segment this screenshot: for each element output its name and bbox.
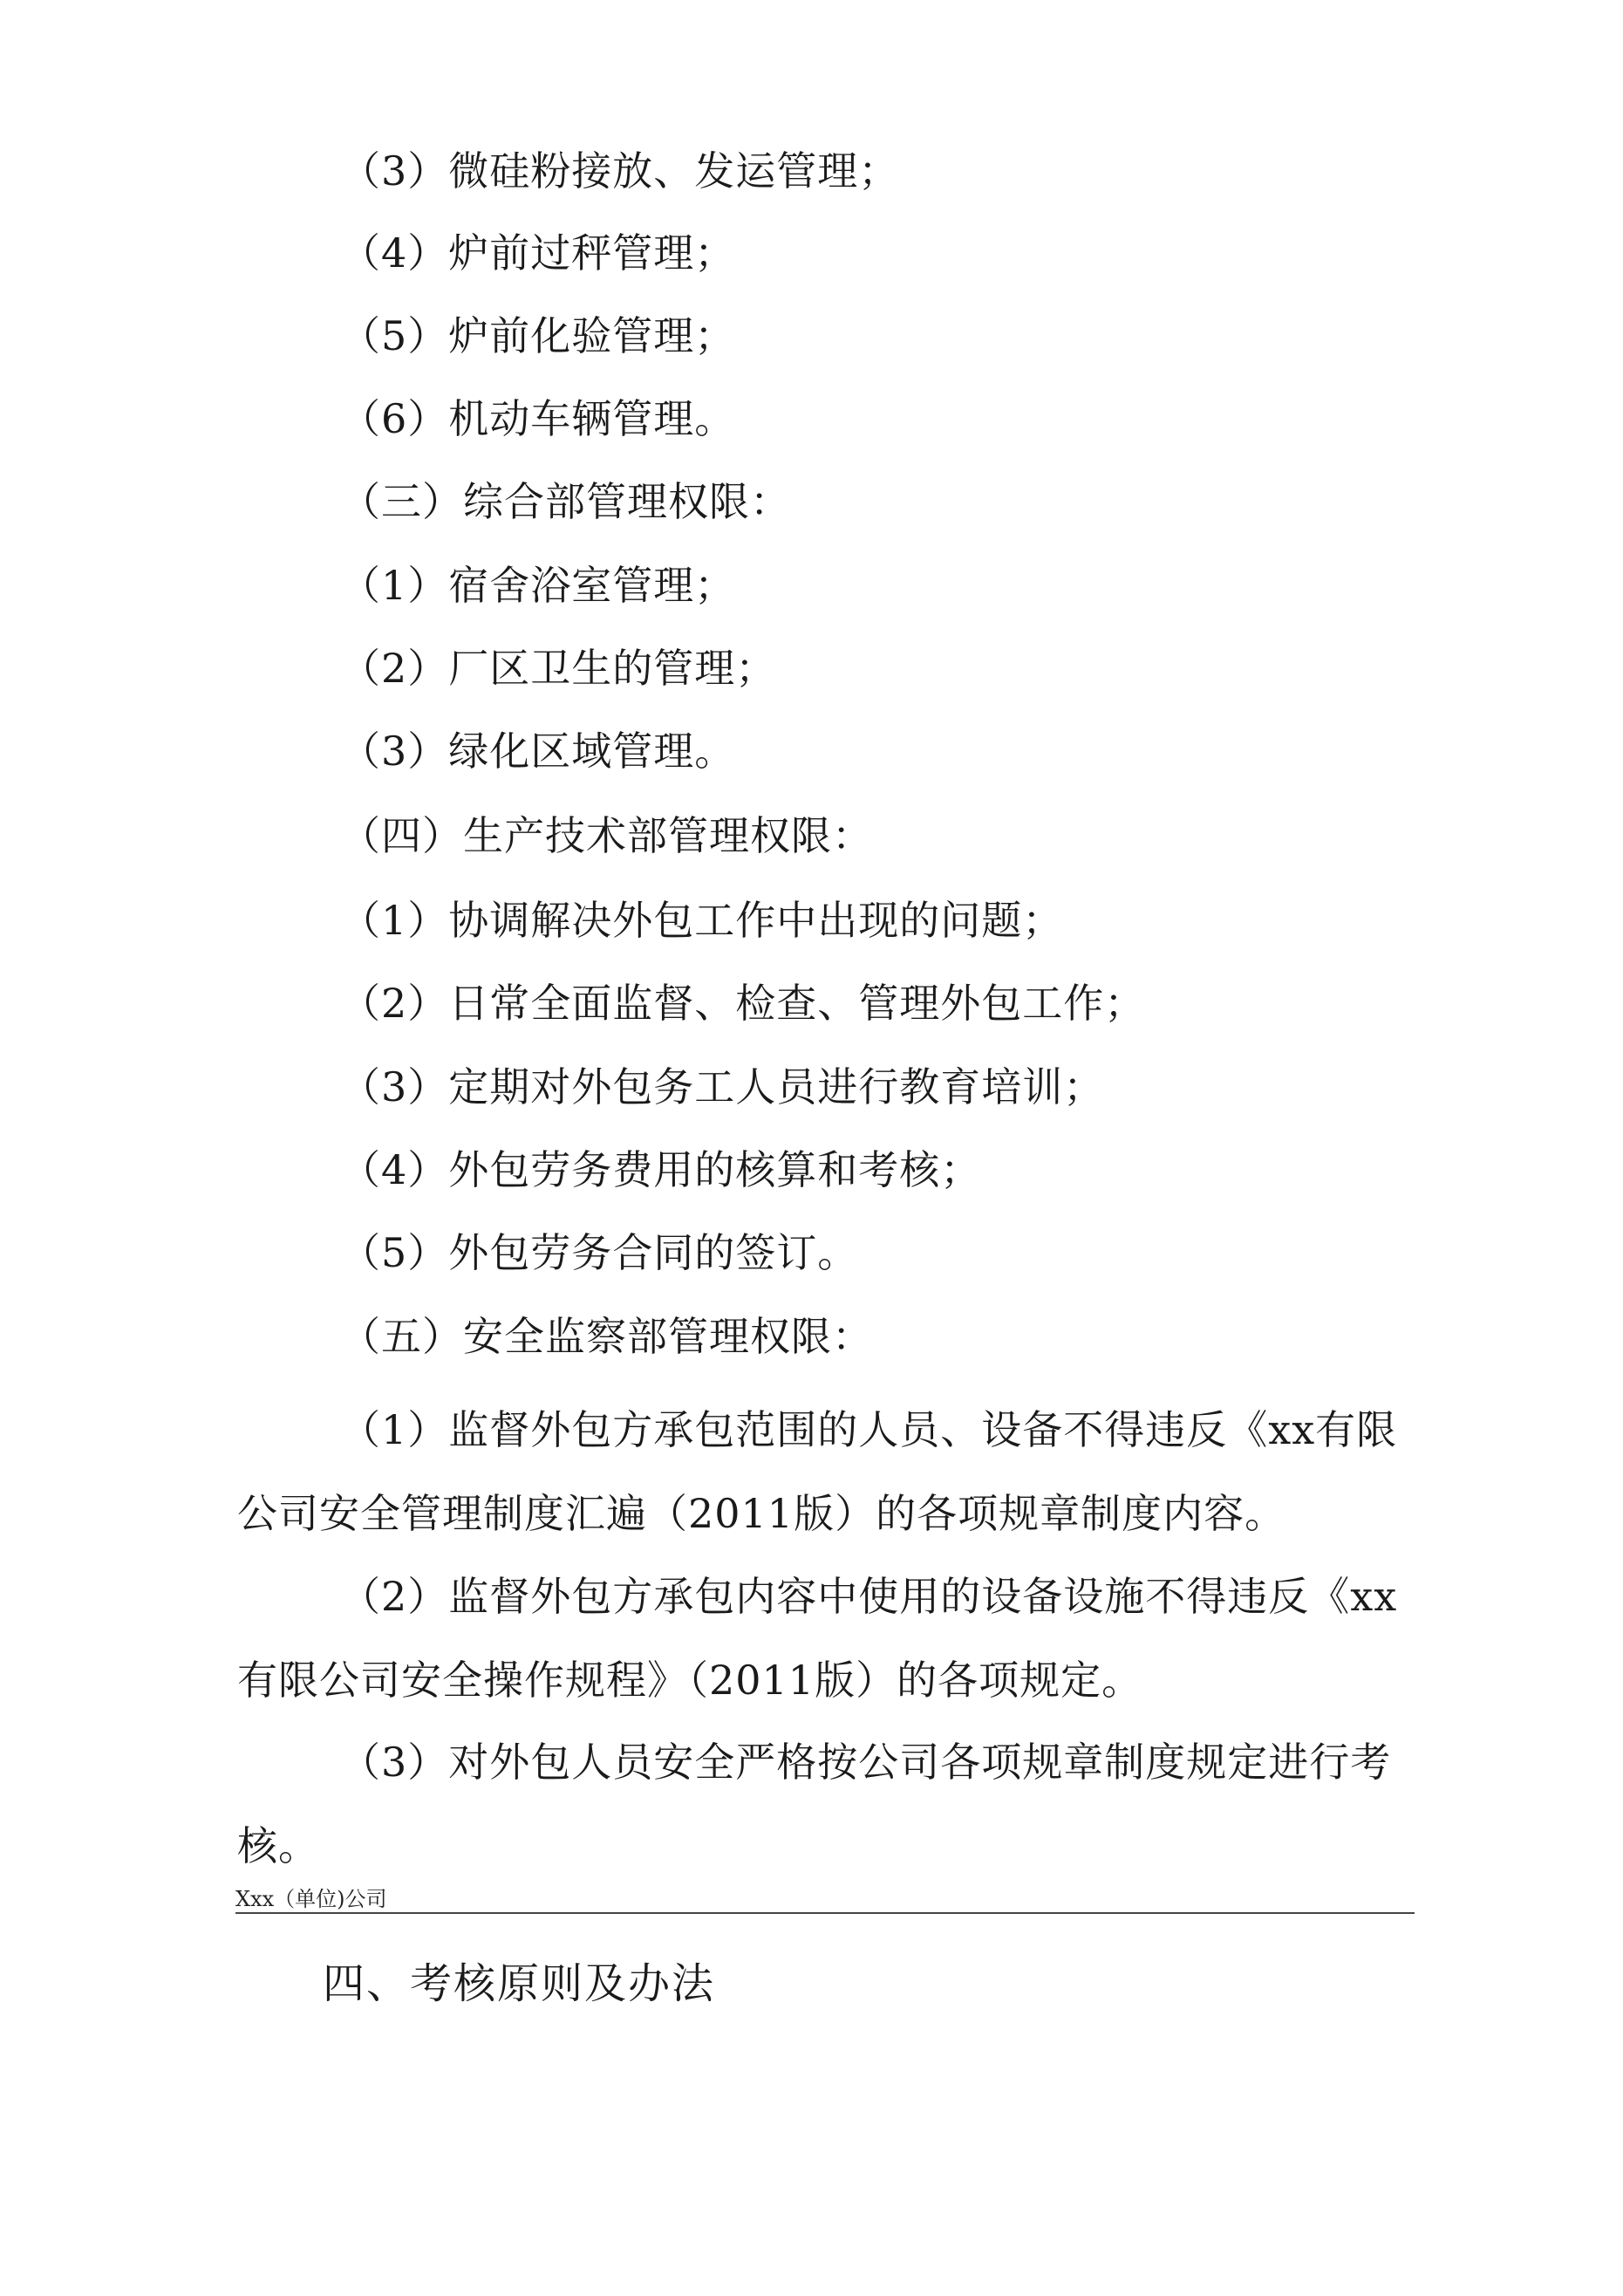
list-item: （1）宿舍浴室管理； [340,562,736,609]
section-subheading: （四）生产技术部管理权限： [340,812,873,859]
section-subheading: （五）安全监察部管理权限： [340,1313,873,1360]
list-item: （5）炉前化验管理； [340,312,736,359]
list-item: （2）日常全面监督、检查、管理外包工作； [340,980,1146,1027]
list-item: （3）微硅粉接放、发运管理； [340,147,900,195]
list-item: （2）厂区卫生的管理； [340,645,777,692]
section-subheading: （三）综合部管理权限： [340,478,791,525]
list-item: （3）定期对外包务工人员进行教育培训； [340,1063,1105,1110]
footer-company-label: Xxx（单位)公司 [235,1887,387,1911]
list-item: （6）机动车辆管理。 [340,395,736,442]
footer-divider [235,1912,1415,1914]
section-heading: 四、考核原则及办法 [323,1959,716,2008]
list-item: （4）外包劳务费用的核算和考核； [340,1146,982,1193]
list-item: （3）绿化区域管理。 [340,728,736,775]
paragraph: （2）监督外包方承包内容中使用的设备设施不得违反《xx有限公司安全操作规程》（2011版）的各项规定。 [237,1573,1398,1704]
list-item: （5）外包劳务合同的签订。 [340,1229,859,1276]
paragraph: （1）监督外包方承包范围的人员、设备不得违反《xx有限公司安全管理制度汇遍（2011版）的各项规章制度内容。 [237,1406,1398,1537]
list-item: （1）协调解决外包工作中出现的问题； [340,897,1064,944]
list-item: （4）炉前过秤管理； [340,229,736,277]
paragraph: （3）对外包人员安全严格按公司各项规章制度规定进行考核。 [237,1739,1392,1869]
